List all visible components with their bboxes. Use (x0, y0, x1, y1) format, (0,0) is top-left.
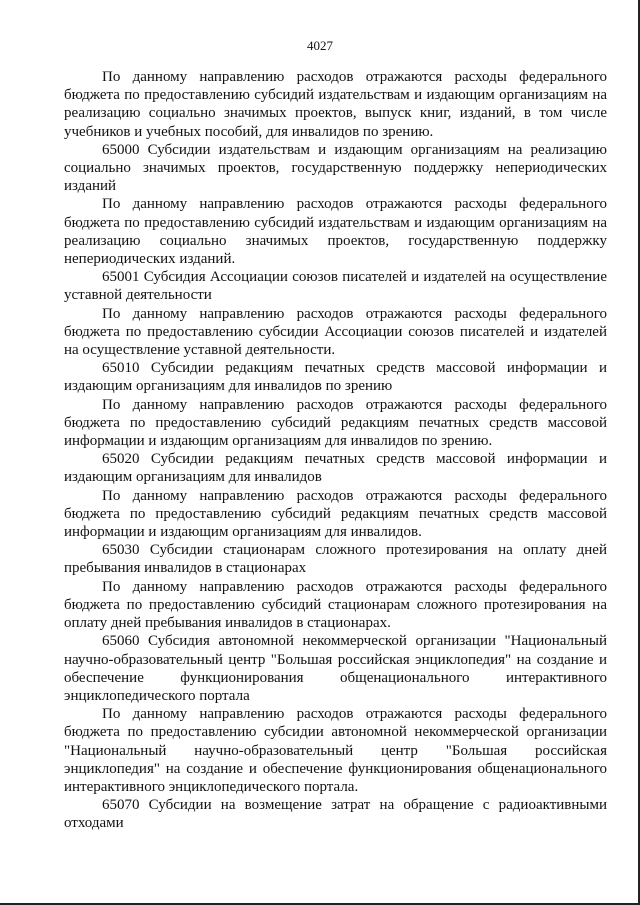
paragraph-description: По данному направлению расходов отражаются расходы федерального бюджета по предоставлению субсидии Ассоциации союзов писателей и издателей на осуществление уставной деятельности. (64, 305, 607, 359)
paragraph-code-heading: 65010 Субсидии редакциям печатных средств массовой информации и издающим организациям для инвалидов по зрению (64, 360, 607, 395)
paragraph-code-heading: 65001 Субсидия Ассоциации союзов писателей и издателей на осуществление уставной деятельности (64, 269, 607, 304)
paragraph-description: По данному направлению расходов отражаются расходы федерального бюджета по предоставлению субсидии автономной некоммерческой организации "Национальный научно-образовательный центр "Большая российская энциклопедия" на создание и обеспечение функционирования общенационального интерактивного энциклопедического портала. (64, 706, 607, 795)
page-number: 4027 (307, 38, 333, 53)
paragraph-code-heading: 65030 Субсидии стационарам сложного протезирования на оплату дней пребывания инвалидов в стационарах (64, 542, 607, 577)
paragraph-code-heading: 65020 Субсидии редакциям печатных средств массовой информации и издающим организациям для инвалидов (64, 451, 607, 486)
paragraph-description: По данному направлению расходов отражаются расходы федерального бюджета по предоставлению субсидий издательствам и издающим организациям на реализацию социально значимых проектов, выпуск книг, изданий, в том числе учебников и учебных пособий, для инвалидов по зрению. (64, 69, 607, 140)
paragraph-description: По данному направлению расходов отражаются расходы федерального бюджета по предоставлению субсидий издательствам и издающим организациям на реализацию социально значимых проектов, государственную поддержку непериодических изданий. (64, 196, 607, 268)
paragraph-description: По данному направлению расходов отражаются расходы федерального бюджета по предоставлению субсидий редакциям печатных средств массовой информации и издающим организациям для инвалидов. (64, 487, 607, 541)
paragraph-description: По данному направлению расходов отражаются расходы федерального бюджета по предоставлению субсидий редакциям печатных средств массовой информации и издающим организациям для инвалидов по зрению. (64, 396, 607, 450)
paragraph-description: По данному направлению расходов отражаются расходы федерального бюджета по предоставлению субсидий стационарам сложного протезирования на оплату дней пребывания инвалидов в стационарах. (64, 578, 607, 632)
document-body (64, 68, 607, 833)
paragraph-code-heading: 65070 Субсидии на возмещение затрат на обращение с радиоактивными отходами (64, 797, 607, 832)
paragraph-code-heading: 65060 Субсидия автономной некоммерческой организации "Национальный научно-образовательный центр "Большая российская энциклопедия" на создание и обеспечение функционирования общенационального интерактивного энциклопедического портала (64, 633, 607, 704)
paragraph-code-heading: 65000 Субсидии издательствам и издающим организациям на реализацию социально значимых проектов, государственную поддержку непериодических изданий (64, 141, 607, 195)
